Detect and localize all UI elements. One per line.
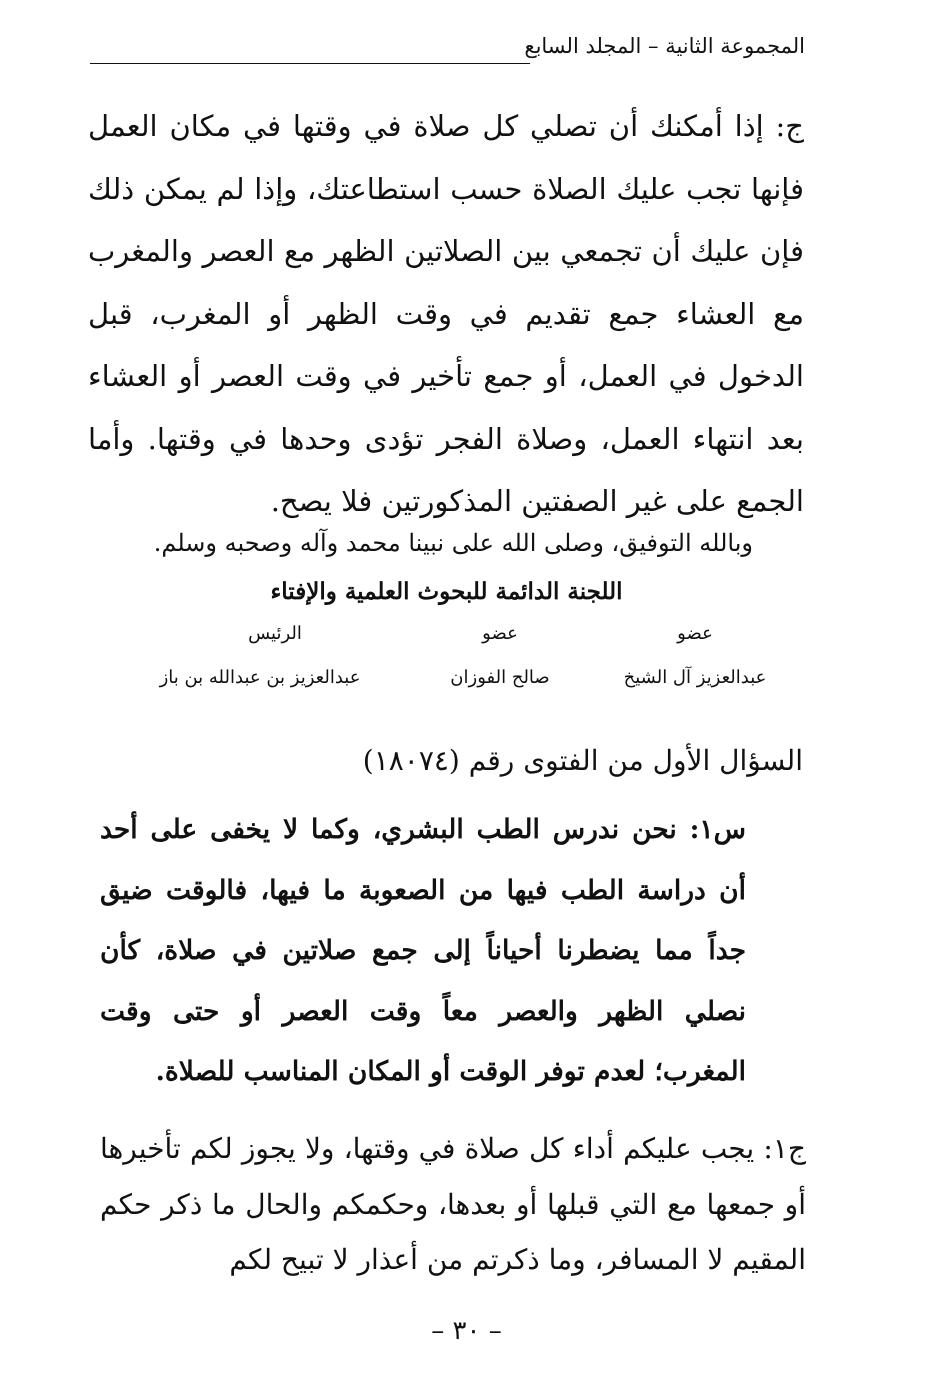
- signatory-role-member-1: عضو: [482, 623, 518, 644]
- page-number: – ٣٠ –: [431, 1316, 502, 1346]
- signatory-name-member-2: عبدالعزيز آل الشيخ: [623, 667, 767, 688]
- fatwa-question-title: السؤال الأول من الفتوى رقم (١٨٠٧٤): [362, 744, 803, 777]
- committee-name: اللجنة الدائمة للبحوث العلمية والإفتاء: [270, 578, 623, 605]
- question-paragraph: س١: نحن ندرس الطب البشري، وكما لا يخفى على أحد أن دراسة الطب فيها من الصعوبة ما فيها، فالوقت ضيق جداً مما يضطرنا أحياناً إلى جمع صلاتين في صلاة، كأن نصلي الظهر والعصر معاً وقت العصر أو حتى وقت المغرب؛ لعدم توفر الوقت أو المكان المناسب للصلاة.: [100, 814, 746, 1087]
- closing-line: وبالله التوفيق، وصلى الله على نبينا محمد وآله وصحبه وسلم.: [153, 529, 753, 557]
- header-rule: [90, 63, 530, 64]
- answer-paragraph: ج١: يجب عليكم أداء كل صلاة في وقتها، ولا يجوز لكم تأخيرها أو جمعها مع التي قبلها أو بعدها، وحكمكم والحال ما ذكر حكم المقيم لا المسافر، وما ذكرتم من أعذار لا تبيح لكم: [100, 1132, 806, 1276]
- signatory-role-chair: الرئيس: [248, 623, 302, 644]
- running-header: [90, 34, 805, 64]
- previous-answer-paragraph: ج: إذا أمكنك أن تصلي كل صلاة في وقتها في مكان العمل فإنها تجب عليك الصلاة حسب استطاعتك، وإذا لم يمكن ذلك فإن عليك أن تجمعي بين الصلاتين الظهر مع العصر والمغرب مع العشاء جمع تقديم في وقت الظهر أو المغرب، قبل الدخول في العمل، أو جمع تأخير في وقت العصر أو العشاء بعد انتهاء العمل، وصلاة الفجر تؤدى وحدها في وقتها. وأما الجمع على غير الصفتين المذكورتين فلا يصح.: [88, 109, 804, 518]
- header-title: المجموعة الثانية – المجلد السابع: [524, 34, 805, 58]
- signatory-role-member-2: عضو: [677, 623, 713, 644]
- signatory-name-member-1: صالح الفوزان: [450, 667, 550, 688]
- signatory-name-chair: عبدالعزيز بن عبدالله بن باز: [159, 667, 361, 688]
